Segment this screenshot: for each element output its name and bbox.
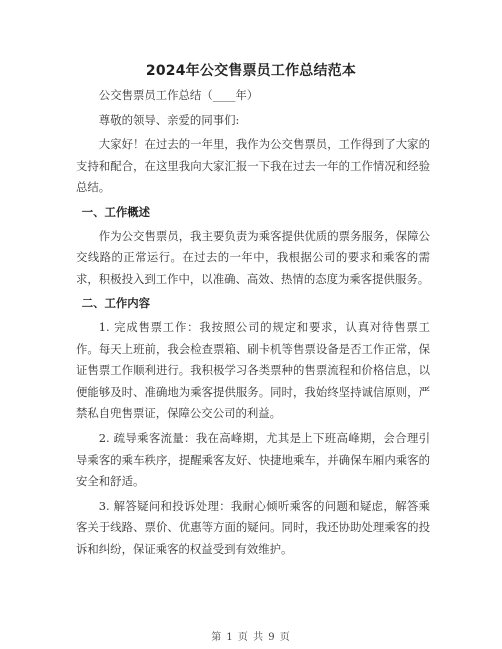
- section-heading-overview: 一、工作概述: [81, 204, 151, 219]
- document-subtitle: 公交售票员工作总结（____年）: [98, 88, 259, 102]
- overview-paragraph: 作为公交售票员，我主要负责为乘客提供优质的票务服务，保障公交线路的正常运行。在过去的一年中，我根据公司的要求和乘客的需求，积极投入到工作中，以准确、高效、热情的态度为乘客提供服务。: [76, 228, 430, 286]
- content-paragraph-passenger-flow: 2. 疏导乘客流量：我在高峰期，尤其是上下班高峰期，会合理引导乘客的乘车秩序，提醒乘客友好、快捷地乘车，并确保车厢内乘客的安全和舒适。: [76, 430, 430, 489]
- intro-paragraph: 大家好！在过去的一年里，我作为公交售票员，工作得到了大家的支持和配合，在这里我向大家汇报一下我在过去一年的工作情况和经验总结。: [76, 137, 430, 195]
- section-heading-content: 二、工作内容: [81, 296, 151, 311]
- greeting: 尊敬的领导、亲爱的同事们:: [98, 112, 240, 127]
- document-body: [76, 85, 430, 563]
- content-paragraph-ticketing: 1. 完成售票工作：我按照公司的规定和要求，认真对待售票工作。每天上班前，我会检查票箱、刷卡机等售票设备是否工作正常，保证售票工作顺利进行。我积极学习各类票种的售票流程和价格信息，以便能够及时、准确地为乘客提供服务。同时，我始终坚持诚信原则，严禁私自兜售票证，保障公交公司的利益。: [76, 319, 430, 421]
- page-footer: 第 1 页 共 9 页: [211, 632, 291, 643]
- document-title: 2024年公交售票员工作总结范本: [145, 63, 357, 79]
- content-paragraph-complaints: 3. 解答疑问和投诉处理：我耐心倾听乘客的问题和疑虑，解答乘客关于线路、票价、优惠等方面的疑问。同时，我还协助处理乘客的投诉和纠纷，保证乘客的权益受到有效维护。: [76, 498, 430, 556]
